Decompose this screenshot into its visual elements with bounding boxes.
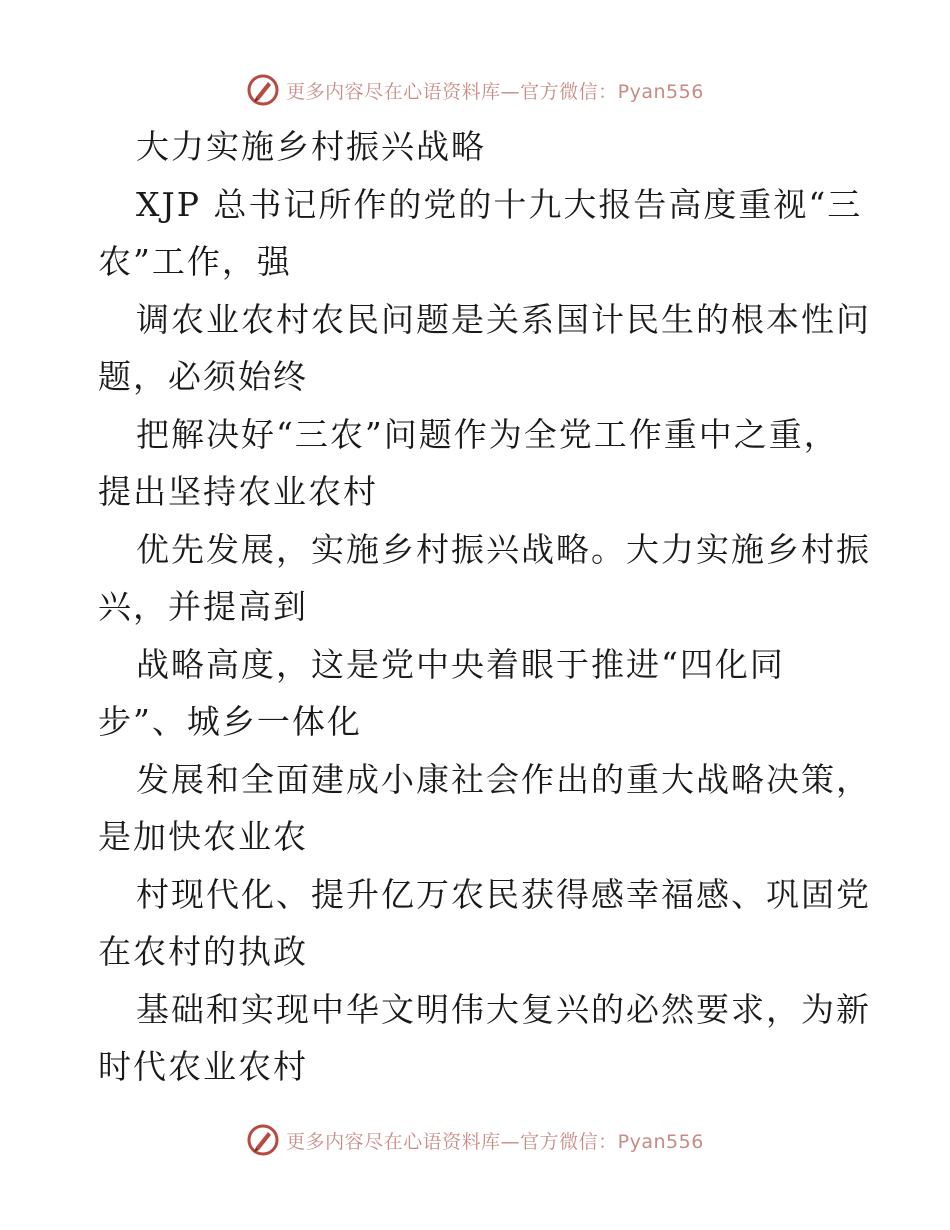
doc-line: 兴，并提高到 [98,587,308,626]
banner-text: 更多内容尽在心语资料库—官方微信：Pyan556 [286,1130,704,1153]
header-banner [0,70,950,110]
doc-line: 把解决好“三农”问题作为全党工作重中之重， [136,414,839,454]
banner-content [246,1123,704,1157]
doc-line: 步”、城乡一体化 [98,702,362,741]
doc-line: 调农业农村农民问题是关系国计民生的根本性问 [136,299,871,339]
pen-logo-icon [246,73,280,107]
banner-text: 更多内容尽在心语资料库—官方微信：Pyan556 [286,80,704,103]
document-body [98,118,871,1096]
banner-content [246,73,704,107]
doc-line: 基础和实现中华文明伟大复兴的必然要求，为新 [136,989,871,1029]
doc-line: 农”工作，强 [98,242,292,281]
doc-line: 时代农业农村 [98,1047,308,1086]
footer-banner [0,1120,950,1160]
doc-line: 题，必须始终 [98,357,308,396]
doc-line: 在农村的执政 [98,932,308,971]
doc-line: 提出坚持农业农村 [98,472,378,511]
doc-line: XJP 总书记所作的党的十九大报告高度重视“三 [136,184,863,224]
doc-title: 大力实施乡村振兴战略 [136,127,486,166]
doc-line: 是加快农业农 [98,817,308,856]
doc-line: 战略高度，这是党中央着眼于推进“四化同 [136,644,785,684]
pen-logo-icon [246,1123,280,1157]
doc-line: 发展和全面建成小康社会作出的重大战略决策， [136,759,871,799]
doc-line: 优先发展，实施乡村振兴战略。大力实施乡村振 [136,529,871,569]
doc-line: 村现代化、提升亿万农民获得感幸福感、巩固党 [136,874,871,914]
